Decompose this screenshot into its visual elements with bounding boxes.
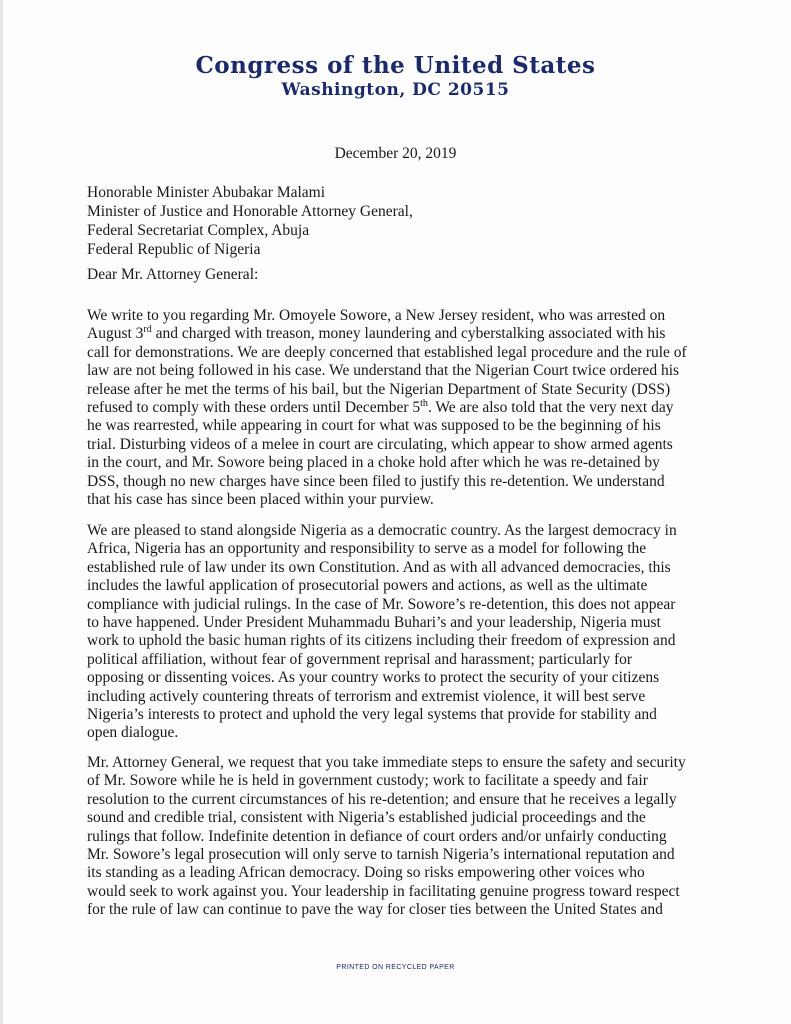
text-line: its standing as a leading African democracy. Doing so risks empowering other voices who <box>87 864 645 882</box>
text-line: We write to you regarding Mr. Omoyele Sowore, a New Jersey resident, who was arrested on <box>87 307 666 324</box>
paragraph-2 <box>87 522 707 743</box>
text-line: sound and credible trial, consistent with Nigeria’s established judicial proceedings and the <box>87 809 646 827</box>
text-line: to have happened. Under President Muhammadu Buhari’s and your leadership, Nigeria must <box>87 614 661 632</box>
letterhead-subtitle: Washington, DC 20515 <box>281 80 510 100</box>
paragraph-3 <box>87 754 707 920</box>
text-line: law are not being followed in his case. We understand that the Nigerian Court twice ordered his <box>87 362 680 380</box>
paragraph-1 <box>87 307 707 509</box>
text-line: call for demonstrations. We are deeply concerned that established legal procedure and the rule of <box>87 343 687 361</box>
text-line: open dialogue. <box>87 724 179 742</box>
text-line: refused to comply with these orders until December 5th. We are also told that the very next day <box>87 397 674 417</box>
text-line: Nigeria’s interests to protect and uphold the very legal systems that provide for stability and <box>87 706 657 724</box>
text-line: rulings that follow. Indefinite detention in defiance of court orders and/or unfairly conducting <box>87 827 667 845</box>
text-line: work to uphold the basic human rights of its citizens including their freedom of expression and <box>87 632 676 650</box>
text-line: trial. Disturbing videos of a melee in court are circulating, which appear to show armed agents <box>87 435 673 453</box>
address-line: Minister of Justice and Honorable Attorney General, <box>87 203 413 220</box>
text-line: established rule of law under its own Constitution. And as with all advanced democracies, this <box>87 558 671 576</box>
text-line: he was rearrested, while appearing in court for what was supposed to be the beginning of his <box>87 417 661 435</box>
text-line: of Mr. Sowore while he is held in government custody; work to facilitate a speedy and fair <box>87 772 648 790</box>
text-line: would seek to work against you. Your leadership in facilitating genuine progress toward respect <box>87 882 680 900</box>
address-line: Federal Republic of Nigeria <box>87 241 261 258</box>
text-line: Mr. Attorney General, we request that you take immediate steps to ensure the safety and security <box>87 754 686 771</box>
text-line: in the court, and Mr. Sowore being placed in a choke hold after which he was re-detained by <box>87 454 660 472</box>
address-line: Federal Secretariat Complex, Abuja <box>87 222 310 239</box>
text-line: includes the lawful application of prosecutorial powers and actions, as well as the ultimate <box>87 577 648 595</box>
text-line: for the rule of law can continue to pave the way for closer ties between the United States and <box>87 901 663 919</box>
text-line: We are pleased to stand alongside Nigeria as a democratic country. As the largest democracy in <box>87 522 677 539</box>
text-line: opposing or dissenting voices. As your country works to protect the security of your citizens <box>87 669 660 687</box>
recycled-paper-footer: PRINTED ON RECYCLED PAPER <box>336 964 455 971</box>
text-line: that his case has since been placed within your purview. <box>87 491 434 509</box>
letter-date: December 20, 2019 <box>334 145 457 162</box>
recipient-address <box>87 183 413 259</box>
text-line: release after he met the terms of his bail, but the Nigerian Department of State Security (DSS) <box>87 380 671 398</box>
text-line: DSS, though no new charges have since been filed to justify this re-detention. We understand <box>87 472 665 490</box>
text-line: Africa, Nigeria has an opportunity and responsibility to serve as a model for following the <box>87 540 647 558</box>
salutation: Dear Mr. Attorney General: <box>87 266 259 283</box>
text-line: resolution to the current circumstances of his re-detention; and ensure that he receives a legally <box>87 790 677 808</box>
text-line: political affiliation, without fear of government reprisal and harassment; particularly for <box>87 650 633 668</box>
text-line: Mr. Sowore’s legal prosecution will only serve to tarnish Nigeria’s international reputation and <box>87 846 675 864</box>
text-line: including actively countering threats of terrorism and extremist violence, it will best serve <box>87 687 646 705</box>
text-line: compliance with judicial rulings. In the case of Mr. Sowore’s re-detention, this does not appear <box>87 595 676 613</box>
letterhead-title: Congress of the United States <box>195 52 596 79</box>
address-line: Honorable Minister Abubakar Malami <box>87 184 326 201</box>
text-line: August 3rd and charged with treason, money laundering and cyberstalking associated with his <box>87 324 666 343</box>
